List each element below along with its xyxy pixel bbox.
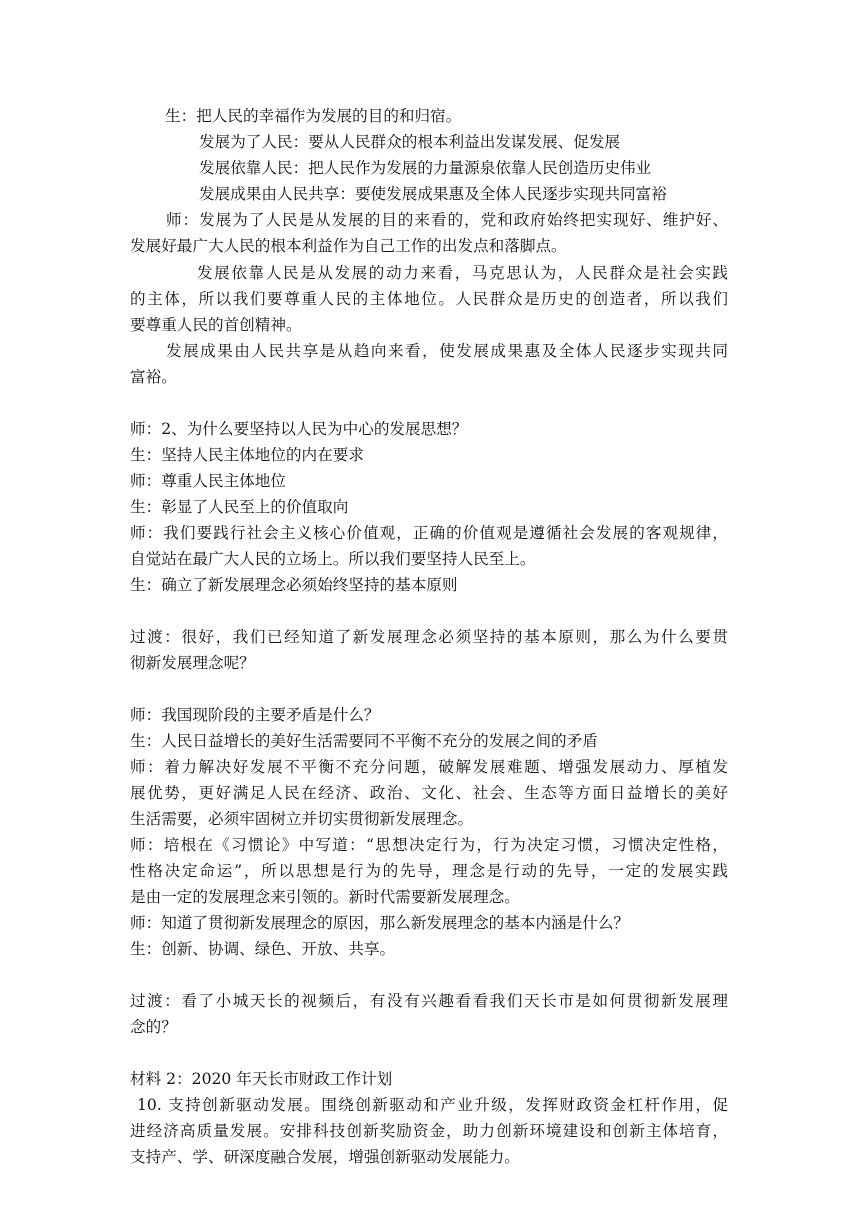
- text-line: 性格决定命运”，所以思想是行为的先导，理念是行动的先导，一定的发展实践: [130, 862, 728, 880]
- text-line: 发展成果由人民共享：要使发展成果惠及全体人民逐步实现共同富裕: [199, 185, 667, 203]
- text-line: 师：知道了贯彻新发展理念的原因，那么新发展理念的基本内涵是什么？: [130, 914, 630, 932]
- text-line: 师：发展为了人民是从发展的目的来看的，党和政府始终把实现好、维护好、: [166, 211, 728, 229]
- text-line: 生活需要，必须牢固树立并切实贯彻新发展理念。: [130, 810, 474, 828]
- text-line: 支持产、学、研深度融合发展，增强创新驱动发展能力。: [130, 1148, 520, 1166]
- text-line: 发展为了人民：要从人民群众的根本利益出发谋发展、促发展: [199, 133, 621, 151]
- text-line: 生：坚持人民主体地位的内在要求: [130, 446, 364, 464]
- text-line: 念的？: [130, 1018, 177, 1036]
- text-line: 材料 2：2020 年天长市财政工作计划: [130, 1070, 393, 1088]
- text-line: 师：我国现阶段的主要矛盾是什么？: [130, 706, 380, 724]
- text-line: 10. 支持创新驱动发展。围绕创新驱动和产业升级，发挥财政资金杠杆作用，促: [137, 1096, 728, 1114]
- text-line: 是由一定的发展理念来引领的。新时代需要新发展理念。: [130, 888, 520, 906]
- text-line: 进经济高质量发展。安排科技创新奖励资金，助力创新环境建设和创新主体培育，: [130, 1122, 728, 1140]
- text-line: 生：创新、协调、绿色、开放、共享。: [130, 940, 396, 958]
- text-line: 师：我们要践行社会主义核心价值观，正确的价值观是遵循社会发展的客观规律，: [130, 524, 728, 542]
- text-line: 生：把人民的幸福作为发展的目的和归宿。: [165, 107, 462, 125]
- text-line: 过渡：看了小城天长的视频后，有没有兴趣看看我们天长市是如何贯彻新发展理: [130, 992, 728, 1010]
- text-line: 生：确立了新发展理念必须始终坚持的基本原则: [130, 576, 458, 594]
- text-line: 展优势，更好满足人民在经济、政治、文化、社会、生态等方面日益增长的美好: [130, 784, 728, 802]
- text-line: 师：2、为什么要坚持以人民为中心的发展思想？: [130, 420, 468, 438]
- text-line: 生：彰显了人民至上的价值取向: [130, 498, 349, 516]
- text-line: 要尊重人民的首创精神。: [130, 316, 302, 334]
- text-line: 彻新发展理念呢？: [130, 654, 255, 672]
- text-line: 发展好最广大人民的根本利益作为自己工作的出发点和落脚点。: [130, 237, 567, 255]
- text-line: 师：培根在《习惯论》中写道：“思想决定行为，行为决定习惯，习惯决定性格，: [130, 836, 728, 854]
- text-line: 自觉站在最广大人民的立场上。所以我们要坚持人民至上。: [130, 550, 536, 568]
- text-line: 师：着力解决好发展不平衡不充分问题，破解发展难题、增强发展动力、厚植发: [130, 758, 728, 776]
- text-line: 发展成果由人民共享是从趋向来看，使发展成果惠及全体人民逐步实现共同: [166, 342, 728, 360]
- text-line: 富裕。: [130, 368, 177, 386]
- text-line: 生：人民日益增长的美好生活需要同不平衡不充分的发展之间的矛盾: [130, 732, 598, 750]
- text-line: 发展依靠人民：把人民作为发展的力量源泉依靠人民创造历史伟业: [199, 159, 652, 177]
- text-line: 的主体，所以我们要尊重人民的主体地位。人民群众是历史的创造者，所以我们: [130, 290, 728, 308]
- text-line: 过渡：很好，我们已经知道了新发展理念必须坚持的基本原则，那么为什么要贯: [130, 628, 728, 646]
- text-line: 师：尊重人民主体地位: [130, 472, 286, 490]
- text-line: 发展依靠人民是从发展的动力来看，马克思认为，人民群众是社会实践: [197, 264, 728, 282]
